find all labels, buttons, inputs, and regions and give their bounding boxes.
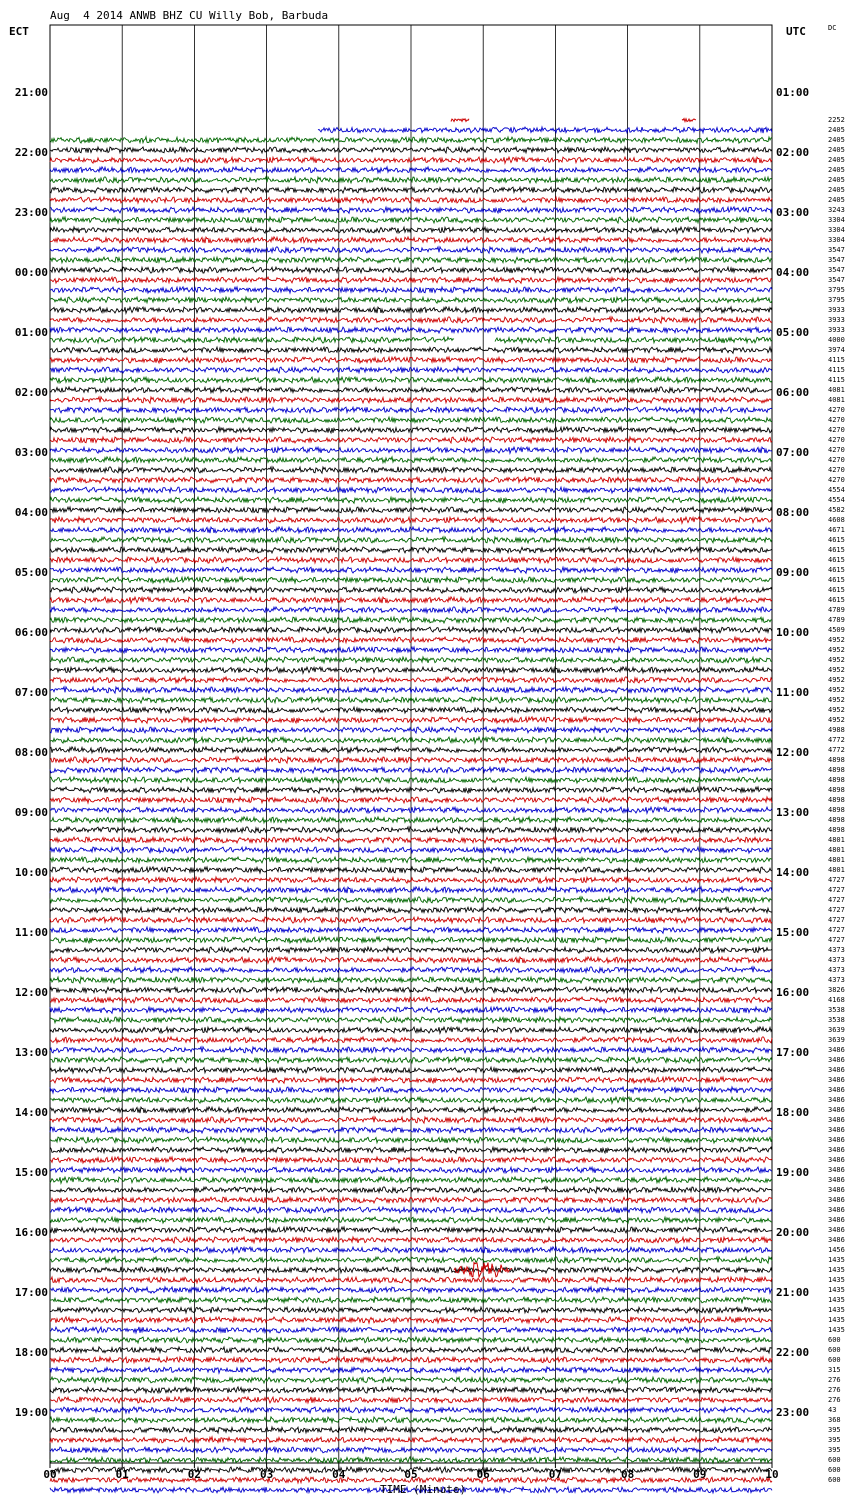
dc-offset-label: 4373 bbox=[828, 966, 845, 974]
dc-offset-label: 2405 bbox=[828, 156, 845, 164]
dc-offset-label: 4952 bbox=[828, 716, 845, 724]
dc-offset-label: 1435 bbox=[828, 1316, 845, 1324]
right-hour-label: 08:00 bbox=[776, 506, 810, 519]
left-hour-label: 22:00 bbox=[14, 146, 48, 159]
right-timezone-label: UTC bbox=[786, 25, 806, 38]
dc-offset-label: 1435 bbox=[828, 1266, 845, 1274]
dc-offset-label: 1435 bbox=[828, 1296, 845, 1304]
dc-offset-label: 3547 bbox=[828, 256, 845, 264]
dc-offset-label: 4801 bbox=[828, 866, 845, 874]
x-tick-label: 01 bbox=[115, 1468, 129, 1481]
dc-offset-label: 3933 bbox=[828, 306, 845, 314]
left-hour-label: 17:00 bbox=[14, 1286, 48, 1299]
dc-offset-label: 4898 bbox=[828, 756, 845, 764]
right-hour-label: 04:00 bbox=[776, 266, 810, 279]
dc-offset-label: 4115 bbox=[828, 356, 845, 364]
dc-offset-label: 395 bbox=[828, 1446, 841, 1454]
dc-offset-label: 2405 bbox=[828, 126, 845, 134]
dc-offset-label: 368 bbox=[828, 1416, 841, 1424]
dc-offset-label: 3486 bbox=[828, 1216, 845, 1224]
dc-offset-label: 2405 bbox=[828, 136, 845, 144]
right-hour-label: 01:00 bbox=[776, 86, 810, 99]
dc-offset-label: 4952 bbox=[828, 636, 845, 644]
right-hour-label: 06:00 bbox=[776, 386, 810, 399]
dc-offset-label: 3826 bbox=[828, 986, 845, 994]
dc-offset-label: 4000 bbox=[828, 336, 845, 344]
dc-offset-label: 4115 bbox=[828, 366, 845, 374]
x-tick-label: 05 bbox=[404, 1468, 418, 1481]
dc-offset-label: 4373 bbox=[828, 946, 845, 954]
dc-offset-label: 4270 bbox=[828, 466, 845, 474]
left-hour-label: 13:00 bbox=[14, 1046, 48, 1059]
dc-offset-label: 600 bbox=[828, 1356, 841, 1364]
right-hour-label: 13:00 bbox=[776, 806, 810, 819]
dc-offset-label: 3547 bbox=[828, 276, 845, 284]
dc-offset-label: 1435 bbox=[828, 1276, 845, 1284]
dc-offset-label: 3486 bbox=[828, 1206, 845, 1214]
left-hour-label: 10:00 bbox=[14, 866, 48, 879]
dc-offset-label: 3486 bbox=[828, 1116, 845, 1124]
left-hour-label: 05:00 bbox=[14, 566, 48, 579]
dc-offset-label: 4952 bbox=[828, 706, 845, 714]
dc-offset-label: 4898 bbox=[828, 766, 845, 774]
dc-offset-label: 4801 bbox=[828, 836, 845, 844]
right-hour-label: 19:00 bbox=[776, 1166, 810, 1179]
dc-offset-label: 4081 bbox=[828, 386, 845, 394]
dc-offset-label: 600 bbox=[828, 1466, 841, 1474]
event-marker bbox=[451, 119, 469, 122]
left-hour-label: 08:00 bbox=[14, 746, 48, 759]
x-tick-label: 06 bbox=[476, 1468, 490, 1481]
left-hour-label: 14:00 bbox=[14, 1106, 48, 1119]
right-hour-label: 23:00 bbox=[776, 1406, 810, 1419]
left-hour-label: 15:00 bbox=[14, 1166, 48, 1179]
dc-offset-label: 4898 bbox=[828, 776, 845, 784]
x-tick-label: 03 bbox=[259, 1468, 274, 1481]
dc-offset-label: 600 bbox=[828, 1336, 841, 1344]
dc-offset-label: 3639 bbox=[828, 1026, 845, 1034]
dc-offset-label: 276 bbox=[828, 1386, 841, 1394]
dc-offset-label: 4789 bbox=[828, 606, 845, 614]
right-hour-label: 07:00 bbox=[776, 446, 810, 459]
dc-offset-label: 1435 bbox=[828, 1256, 845, 1264]
dc-offset-label: 3538 bbox=[828, 1006, 845, 1014]
dc-offset-label: 4898 bbox=[828, 806, 845, 814]
right-hour-label: 17:00 bbox=[776, 1046, 810, 1059]
dc-offset-label: 2405 bbox=[828, 176, 845, 184]
dc-offset-label: 3486 bbox=[828, 1186, 845, 1194]
dc-offset-label: 3486 bbox=[828, 1096, 845, 1104]
dc-offset-label: 3486 bbox=[828, 1156, 845, 1164]
right-hour-label: 09:00 bbox=[776, 566, 810, 579]
dc-offset-label: 600 bbox=[828, 1456, 841, 1464]
dc-offset-label: 4772 bbox=[828, 736, 845, 744]
dc-offset-label: 43 bbox=[828, 1406, 837, 1414]
dc-offset-label: 3486 bbox=[828, 1196, 845, 1204]
dc-offset-label: 3486 bbox=[828, 1086, 845, 1094]
dc-offset-label: 4270 bbox=[828, 446, 845, 454]
dc-offset-label: 4081 bbox=[828, 396, 845, 404]
x-axis-title: TIME (Minute) bbox=[380, 1483, 467, 1496]
right-hour-label: 02:00 bbox=[776, 146, 810, 159]
dc-offset-label: 4952 bbox=[828, 686, 845, 694]
left-hour-label: 19:00 bbox=[14, 1406, 48, 1419]
dc-offset-label: 4270 bbox=[828, 406, 845, 414]
dc-offset-label: 4615 bbox=[828, 566, 845, 574]
right-hour-label: 11:00 bbox=[776, 686, 810, 699]
x-tick-label: 08 bbox=[620, 1468, 635, 1481]
left-hour-label: 16:00 bbox=[14, 1226, 48, 1239]
dc-offset-label: 4615 bbox=[828, 546, 845, 554]
dc-offset-label: 4727 bbox=[828, 916, 845, 924]
dc-offset-label: 3547 bbox=[828, 266, 845, 274]
dc-offset-label: 3795 bbox=[828, 296, 845, 304]
dc-offset-label: 4270 bbox=[828, 416, 845, 424]
dc-offset-label: 4115 bbox=[828, 376, 845, 384]
left-hour-label: 23:00 bbox=[14, 206, 48, 219]
dc-offset-label: 3486 bbox=[828, 1136, 845, 1144]
left-hour-label: 11:00 bbox=[14, 926, 48, 939]
right-hour-label: 12:00 bbox=[776, 746, 810, 759]
x-tick-label: 07 bbox=[548, 1468, 563, 1481]
dc-offset-label: 4772 bbox=[828, 746, 845, 754]
right-hour-label: 21:00 bbox=[776, 1286, 810, 1299]
dc-offset-label: 1435 bbox=[828, 1326, 845, 1334]
dc-offset-label: 3486 bbox=[828, 1236, 845, 1244]
dc-offset-label: 3486 bbox=[828, 1226, 845, 1234]
dc-offset-label: 4671 bbox=[828, 526, 845, 534]
dc-offset-label: 3538 bbox=[828, 1016, 845, 1024]
dc-offset-label: 4727 bbox=[828, 906, 845, 914]
right-hour-label: 16:00 bbox=[776, 986, 810, 999]
dc-offset-label: 4727 bbox=[828, 896, 845, 904]
dc-offset-label: 3933 bbox=[828, 316, 845, 324]
right-hour-label: 20:00 bbox=[776, 1226, 810, 1239]
dc-offset-label: 2405 bbox=[828, 196, 845, 204]
right-hour-label: 03:00 bbox=[776, 206, 810, 219]
dc-offset-label: 4898 bbox=[828, 816, 845, 824]
dc-offset-label: 3486 bbox=[828, 1126, 845, 1134]
dc-offset-label: 1435 bbox=[828, 1286, 845, 1294]
dc-offset-label: 4554 bbox=[828, 486, 845, 494]
dc-offset-label: 4270 bbox=[828, 476, 845, 484]
dc-offset-label: 4615 bbox=[828, 536, 845, 544]
dc-offset-label: 395 bbox=[828, 1436, 841, 1444]
dc-offset-label: 4789 bbox=[828, 616, 845, 624]
event-marker bbox=[682, 119, 696, 122]
dc-offset-label: 4608 bbox=[828, 516, 845, 524]
left-hour-label: 02:00 bbox=[14, 386, 48, 399]
dc-offset-label: 4582 bbox=[828, 506, 845, 514]
left-timezone-label: ECT bbox=[9, 25, 29, 38]
dc-offset-label: 4615 bbox=[828, 556, 845, 564]
dc-offset-label: 395 bbox=[828, 1426, 841, 1434]
dc-offset-label: 2405 bbox=[828, 186, 845, 194]
dc-offset-label: 4615 bbox=[828, 576, 845, 584]
left-hour-label: 04:00 bbox=[14, 506, 48, 519]
dc-offset-label: 4898 bbox=[828, 826, 845, 834]
dc-offset-label: 4952 bbox=[828, 646, 845, 654]
dc-offset-label: 4801 bbox=[828, 846, 845, 854]
dc-offset-label: 3547 bbox=[828, 246, 845, 254]
dc-offset-label: 4615 bbox=[828, 586, 845, 594]
dc-offset-label: 4727 bbox=[828, 886, 845, 894]
dc-offset-label: 3486 bbox=[828, 1146, 845, 1154]
dc-offset-label: 3304 bbox=[828, 226, 845, 234]
dc-offset-label: 3304 bbox=[828, 236, 845, 244]
dc-offset-label: 3243 bbox=[828, 206, 845, 214]
dc-column-header: DC bbox=[828, 24, 837, 32]
dc-offset-label: 4373 bbox=[828, 976, 845, 984]
dc-offset-label: 4727 bbox=[828, 936, 845, 944]
right-hour-label: 22:00 bbox=[776, 1346, 810, 1359]
dc-offset-label: 3486 bbox=[828, 1046, 845, 1054]
left-hour-label: 00:00 bbox=[14, 266, 48, 279]
dc-offset-label: 3639 bbox=[828, 1036, 845, 1044]
dc-offset-label: 4373 bbox=[828, 956, 845, 964]
dc-offset-label: 3486 bbox=[828, 1106, 845, 1114]
dc-offset-label: 3974 bbox=[828, 346, 845, 354]
seismic-trace bbox=[318, 127, 772, 133]
right-hour-label: 05:00 bbox=[776, 326, 810, 339]
dc-offset-label: 315 bbox=[828, 1366, 841, 1374]
dc-offset-label: 276 bbox=[828, 1396, 841, 1404]
dc-offset-label: 4898 bbox=[828, 796, 845, 804]
dc-offset-label: 4270 bbox=[828, 426, 845, 434]
left-hour-label: 01:00 bbox=[14, 326, 48, 339]
dc-offset-label: 4727 bbox=[828, 876, 845, 884]
dc-offset-label: 4898 bbox=[828, 786, 845, 794]
right-hour-label: 10:00 bbox=[776, 626, 810, 639]
dc-offset-label: 2405 bbox=[828, 146, 845, 154]
left-hour-label: 06:00 bbox=[14, 626, 48, 639]
dc-offset-label: 4801 bbox=[828, 856, 845, 864]
dc-offset-label: 4270 bbox=[828, 436, 845, 444]
x-tick-label: 04 bbox=[332, 1468, 346, 1481]
dc-offset-label: 4952 bbox=[828, 656, 845, 664]
right-hour-label: 15:00 bbox=[776, 926, 810, 939]
dc-offset-label: 276 bbox=[828, 1376, 841, 1384]
dc-offset-label: 3486 bbox=[828, 1076, 845, 1084]
dc-offset-label: 600 bbox=[828, 1346, 841, 1354]
dc-offset-label: 4952 bbox=[828, 696, 845, 704]
right-hour-label: 14:00 bbox=[776, 866, 810, 879]
x-tick-label: 00 bbox=[43, 1468, 57, 1481]
left-hour-label: 07:00 bbox=[14, 686, 48, 699]
x-tick-label: 02 bbox=[187, 1468, 202, 1481]
x-tick-label: 10 bbox=[765, 1468, 779, 1481]
dc-offset-label: 4988 bbox=[828, 726, 845, 734]
left-hour-label: 03:00 bbox=[14, 446, 48, 459]
dc-offset-label: 2405 bbox=[828, 166, 845, 174]
x-tick-label: 09 bbox=[693, 1468, 707, 1481]
dc-offset-label: 4168 bbox=[828, 996, 845, 1004]
left-hour-label: 18:00 bbox=[14, 1346, 48, 1359]
left-hour-label: 12:00 bbox=[14, 986, 48, 999]
dc-offset-label: 1456 bbox=[828, 1246, 845, 1254]
dc-offset-label: 3304 bbox=[828, 216, 845, 224]
dc-offset-label: 4952 bbox=[828, 666, 845, 674]
dc-offset-label: 4270 bbox=[828, 456, 845, 464]
dc-offset-label: 3795 bbox=[828, 286, 845, 294]
right-hour-label: 18:00 bbox=[776, 1106, 810, 1119]
dc-offset-label: 1435 bbox=[828, 1306, 845, 1314]
left-hour-label: 09:00 bbox=[14, 806, 48, 819]
axis-labels bbox=[15, 86, 845, 1484]
dc-offset-label: 2252 bbox=[828, 116, 845, 124]
dc-offset-label: 4727 bbox=[828, 926, 845, 934]
dc-offset-label: 3486 bbox=[828, 1166, 845, 1174]
dc-offset-label: 3486 bbox=[828, 1066, 845, 1074]
page-title: Aug 4 2014 ANWB BHZ CU Willy Bob, Barbuda bbox=[50, 9, 329, 22]
dc-offset-label: 4952 bbox=[828, 676, 845, 684]
dc-offset-label: 3486 bbox=[828, 1056, 845, 1064]
dc-offset-label: 4509 bbox=[828, 626, 845, 634]
dc-offset-label: 3933 bbox=[828, 326, 845, 334]
dc-offset-label: 4615 bbox=[828, 596, 845, 604]
dc-offset-label: 3486 bbox=[828, 1176, 845, 1184]
dc-offset-label: 600 bbox=[828, 1476, 841, 1484]
dc-offset-label: 4554 bbox=[828, 496, 845, 504]
left-hour-label: 21:00 bbox=[14, 86, 48, 99]
